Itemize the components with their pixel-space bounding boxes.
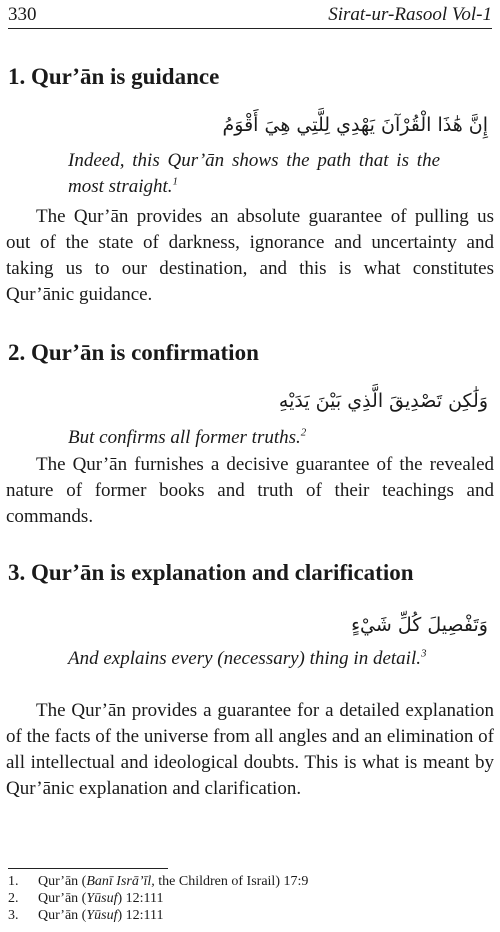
footnote-number: 1. bbox=[8, 874, 19, 889]
footnote-marker: 2 bbox=[300, 426, 307, 439]
arabic-verse-explanation: وَتَفْصِيلَ كُلِّ شَيْءٍ bbox=[351, 614, 488, 636]
page-number: 330 bbox=[8, 4, 37, 25]
footnote-number: 2. bbox=[8, 891, 19, 906]
footnote-text: Qur’ān (Yūsuf) 12:111 bbox=[38, 908, 164, 923]
arabic-verse-guidance: إِنَّ هَٰذَا الْقُرْآنَ يَهْدِي لِلَّتِي هِيَ أَقْوَمُ bbox=[222, 114, 488, 136]
arabic-verse-confirmation: وَلَٰكِن تَصْدِيقَ الَّذِي بَيْنَ يَدَيْهِ bbox=[278, 390, 488, 412]
section-heading-guidance: 1. Qur’ān is guidance bbox=[8, 64, 220, 89]
footnote-item bbox=[8, 873, 488, 890]
footnote-number: 3. bbox=[8, 908, 19, 923]
section-heading-confirmation: 2. Qur’ān is confirmation bbox=[8, 340, 259, 365]
footnote-divider bbox=[8, 868, 168, 869]
paragraph-confirmation: The Qur’ān furnishes a decisive guarantee of the revealed nature of former books and truth of their teachings and commands. bbox=[6, 454, 494, 527]
footnote-marker: 3 bbox=[420, 647, 427, 660]
section-heading-explanation: 3. Qur’ān is explanation and clarification bbox=[8, 560, 414, 585]
verse-translation-confirmation: But confirms all former truths.$^2$ bbox=[68, 426, 307, 448]
verse-translation-guidance: Indeed, this Qur’ān shows the path that is the most straight.$^1$ bbox=[68, 150, 440, 197]
footnote-text: Qur’ān (Yūsuf) 12:111 bbox=[38, 891, 164, 906]
footnote-text: Qur’ān (Banī Isrā’īl, the Children of Israil) 17:9 bbox=[38, 874, 309, 889]
running-title: Sirat-ur-Rasool Vol-1 bbox=[328, 4, 492, 25]
footnotes bbox=[8, 873, 488, 924]
footnote-item bbox=[8, 907, 488, 924]
footnote-item bbox=[8, 890, 488, 907]
paragraph-explanation: The Qur’ān provides a guarantee for a detailed explanation of the facts of the universe from all angles and an elimination of all intellectual and ideological doubts. This is what is meant by Qur’ānic explanation and clarification. bbox=[6, 700, 494, 799]
verse-translation-explanation: And explains every (necessary) thing in detail.$^3$ bbox=[68, 647, 427, 669]
page-header bbox=[8, 2, 492, 29]
footnote-marker: 1 bbox=[172, 175, 179, 188]
paragraph-guidance: The Qur’ān provides an absolute guarantee of pulling us out of the state of darkness, ignorance and uncertainty and taking us to our destination, and this is what constitutes Qur’ānic guidance. bbox=[6, 206, 494, 305]
